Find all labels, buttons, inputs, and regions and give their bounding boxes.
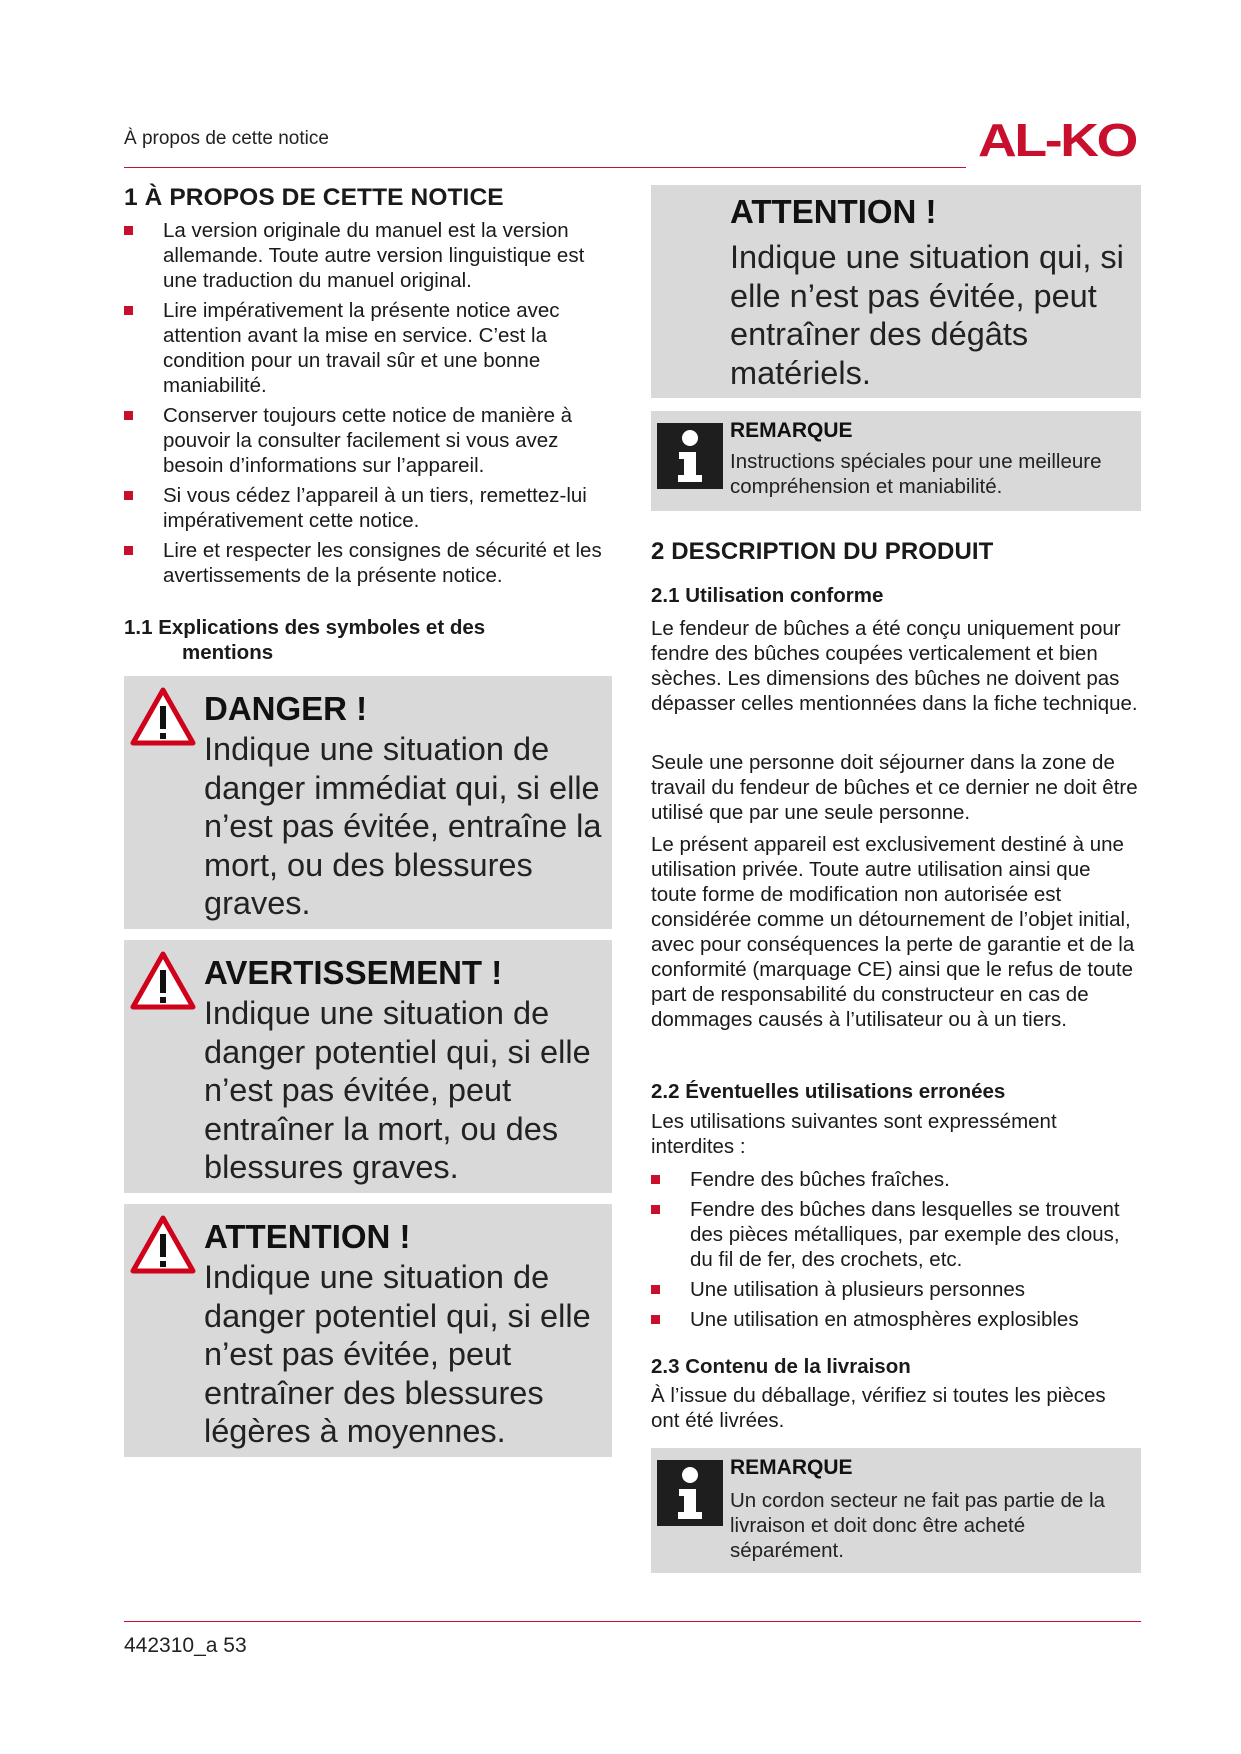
caution-box [124,1204,612,1457]
list-item: Une utilisation à plusieurs personnes [651,1277,1141,1302]
logo-text: AL-KO [978,116,1137,162]
attention-text: Indique une situation qui, si elle n’est pas évitée, peut entraîner des dégâts matériels. [730,239,1124,391]
warning-box [124,940,612,1193]
warning-title: AVERTISSEMENT ! [204,954,503,991]
bullet-square-icon [124,546,133,555]
list-item: Fendre des bûches dans lesquelles se trouvent des pièces métalliques, par exemple des clous, du fil de fer, des crochets, etc. [651,1197,1141,1272]
note-text: Instructions spéciales pour une meilleure compréhension et maniabilité. [730,450,1102,498]
subsection-2-3-heading: 2.3 Contenu de la livraison [651,1355,911,1378]
subsection-2-1-heading: 2.1 Utilisation conforme [651,584,884,607]
bullet-square-icon [124,411,133,420]
warning-text: Indique une situation de danger potentiel qui, si elle n’est pas évitée, peut entraîner la mort, ou des blessures graves. [204,995,591,1185]
bullet-square-icon [124,306,133,315]
info-icon [657,423,723,489]
list-item: Si vous cédez l’appareil à un tiers, remettez-lui impérativement cette notice. [124,483,612,533]
note-title: REMARQUE [730,1456,853,1479]
danger-text: Indique une situation de danger immédiat qui, si elle n’est pas évitée, entraîne la mort, ou des blessures graves. [204,731,602,921]
note-box [651,1448,1141,1573]
section-2-heading: 2 DESCRIPTION DU PRODUIT [651,538,994,565]
page-footer: 442310_a 53 [124,1634,247,1657]
footer-rule [124,1621,1141,1622]
attention-title: ATTENTION ! [730,193,937,230]
info-icon [657,1460,723,1526]
running-header: À propos de cette notice [124,128,329,149]
header-rule [124,167,966,168]
alko-logo [978,116,1138,162]
subsection-1-1-heading: 1.1 Explications des symboles et des mentions [124,616,486,664]
paragraph: Les utilisations suivantes sont expressément interdites : [651,1110,1057,1158]
bullet-square-icon [124,226,133,235]
warning-triangle-icon [130,1214,196,1276]
list-item: La version originale du manuel est la version allemande. Toute autre version linguistique est une traduction du manuel original. [124,218,612,293]
bullet-square-icon [124,491,133,500]
list-item: Lire impérativement la présente notice avec attention avant la mise en service. C’est la condition pour un travail sûr et une bonne maniabilité. [124,298,612,398]
caution-text: Indique une situation de danger potentiel qui, si elle n’est pas évitée, peut entraîner des blessures légères à moyennes. [204,1259,591,1449]
warning-triangle-icon [130,950,196,1012]
bullet-square-icon [651,1205,660,1214]
paragraph: À l’issue du déballage, vérifiez si toutes les pièces ont été livrées. [651,1384,1106,1432]
warning-triangle-icon [130,686,196,748]
misuse-bullet-list [651,1167,1141,1337]
paragraph: Le fendeur de bûches a été conçu uniquement pour fendre des bûches coupées verticalement et bien sèches. Les dimensions des bûches ne doivent pas dépasser celles mentionnées dans la fiche technique. [651,617,1138,715]
paragraph: Le présent appareil est exclusivement destiné à une utilisation privée. Toute autre utilisation ainsi que toute forme de modification non autorisée est considérée comme un détournement de l’objet initial, avec pour conséquences la perte de garantie et de la conformité (marquage CE) ainsi que le refus de toute part de responsabilité du constructeur en cas de dommages causés à l’utilisateur ou à un tiers. [651,833,1135,1031]
danger-title: DANGER ! [204,690,368,727]
note-text: Un cordon secteur ne fait pas partie de la livraison et doit donc être acheté séparément. [730,1489,1105,1562]
bullet-square-icon [651,1315,660,1324]
note-title: REMARQUE [730,419,853,442]
bullet-square-icon [651,1285,660,1294]
list-item: Lire et respecter les consignes de sécurité et les avertissements de la présente notice. [124,538,612,588]
subsection-2-2-heading: 2.2 Éventuelles utilisations erronées [651,1080,1006,1103]
danger-box [124,676,612,929]
bullet-square-icon [651,1175,660,1184]
caution-title: ATTENTION ! [204,1218,411,1255]
note-box [651,411,1141,511]
list-item: Une utilisation en atmosphères explosibles [651,1307,1141,1332]
section-1-heading: 1 À PROPOS DE CETTE NOTICE [124,184,504,211]
list-item: Conserver toujours cette notice de manière à pouvoir la consulter facilement si vous avez besoin d’informations sur l’appareil. [124,403,612,478]
attention-box [651,185,1141,398]
intro-bullet-list [124,218,612,593]
list-item: Fendre des bûches fraîches. [651,1167,1141,1192]
paragraph: Seule une personne doit séjourner dans la zone de travail du fendeur de bûches et ce dernier ne doit être utilisé que par une seule personne. [651,751,1138,824]
